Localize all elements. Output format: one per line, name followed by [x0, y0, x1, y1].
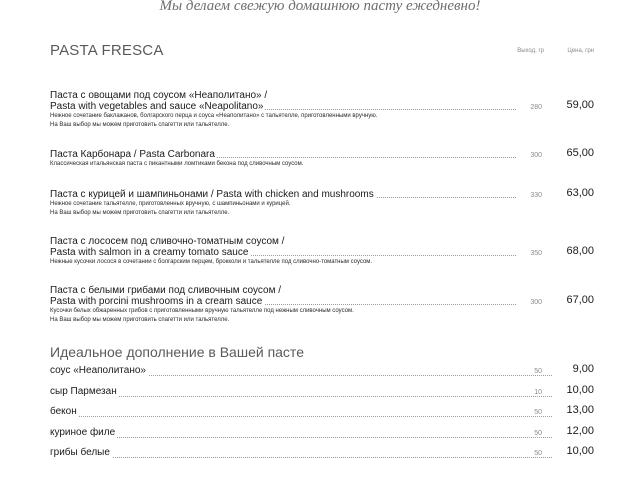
- item-price: 65,00: [566, 147, 594, 159]
- extra-weight: 50: [534, 430, 542, 437]
- item-name-english: Pasta with vegetables and sauce «Neapolitano»: [50, 101, 264, 112]
- item-name: Паста с овощами под соусом «Неаполитано» /: [50, 90, 268, 101]
- dot-leader: [50, 457, 552, 458]
- item-description: Кусочки белых обжаренных грибов с приготовленными вручную тальятелле под нежным сливочным соусом.: [50, 308, 354, 314]
- item-description: Нежные кусочки лосося в сочетании с болгарским перцем, брокколи и тальятелле под сливочно-томатным соусом.: [50, 259, 373, 265]
- extras-title: Идеальное дополнение в Вашей пасте: [50, 344, 304, 360]
- item-price: 67,00: [566, 294, 594, 306]
- menu-item: [50, 285, 594, 325]
- item-name: Паста с курицей и шампиньонами / Pasta with chicken and mushrooms: [50, 189, 374, 200]
- extra-name: грибы белые: [50, 447, 110, 458]
- item-name: Паста с лососем под сливочно-томатным соусом /: [50, 236, 285, 247]
- item-name: Паста Карбонара / Pasta Carbonara: [50, 149, 215, 160]
- menu-item: [50, 236, 594, 267]
- extra-item: [50, 364, 594, 377]
- item-note: На Ваш выбор мы можем приготовить спагетти или тальятелле.: [50, 210, 230, 216]
- extra-item: [50, 426, 594, 439]
- extra-weight: 50: [534, 368, 542, 375]
- item-note: На Ваш выбор мы можем приготовить спагетти или тальятелле.: [50, 317, 230, 323]
- extra-weight: 50: [534, 450, 542, 457]
- item-name: Паста с белыми грибами под сливочным соусом /: [50, 285, 281, 296]
- menu-item: [50, 90, 594, 130]
- item-name-english: Pasta with salmon in a creamy tomato sauce: [50, 247, 249, 258]
- weight-column-header: Выход, гр: [517, 48, 544, 54]
- item-weight: 280: [530, 104, 542, 111]
- extra-item: [50, 385, 594, 398]
- item-weight: 330: [530, 192, 542, 199]
- item-weight: 300: [530, 299, 542, 306]
- dot-leader: [50, 396, 552, 397]
- item-name-english: Pasta with porcini mushrooms in a cream sauce: [50, 296, 263, 307]
- extra-name: сыр Пармезан: [50, 386, 117, 397]
- extra-item: [50, 405, 594, 418]
- extra-price: 12,00: [566, 425, 594, 437]
- section-title: PASTA FRESCA: [50, 42, 164, 59]
- item-price: 68,00: [566, 245, 594, 257]
- item-weight: 350: [530, 250, 542, 257]
- section-header: [50, 42, 594, 64]
- extra-name: бекон: [50, 406, 77, 417]
- item-price: 63,00: [566, 187, 594, 199]
- extra-weight: 50: [534, 409, 542, 416]
- price-column-header: Цена, грн: [567, 48, 594, 54]
- extra-price: 9,00: [572, 363, 594, 375]
- extra-price: 10,00: [566, 384, 594, 396]
- extra-item: [50, 446, 594, 459]
- extra-price: 13,00: [566, 404, 594, 416]
- extra-name: соус «Неаполитано»: [50, 365, 146, 376]
- extra-name: куриное филе: [50, 427, 116, 438]
- dot-leader: [50, 416, 552, 417]
- item-note: На Ваш выбор мы можем приготовить спагетти или тальятелле.: [50, 122, 230, 128]
- item-description: Нежное сочетание баклажанов, болгарского перца и соуса «Неаполитано» с тальятелле, приготовленными вручную.: [50, 113, 378, 119]
- extra-price: 10,00: [566, 445, 594, 457]
- item-weight: 300: [530, 152, 542, 159]
- menu-item: [50, 189, 594, 218]
- dot-leader: [50, 437, 552, 438]
- extra-weight: 10: [534, 389, 542, 396]
- item-description: Классическая итальянская паста с пикантными ломтиками бекона под сливочным соусом.: [50, 161, 304, 167]
- item-description: Нежное сочетание тальятелле, приготовленных вручную, с шампиньонами и курицей.: [50, 201, 291, 207]
- item-price: 59,00: [566, 99, 594, 111]
- tagline: Мы делаем свежую домашнюю пасту ежедневно!: [159, 0, 481, 14]
- menu-item: [50, 149, 594, 169]
